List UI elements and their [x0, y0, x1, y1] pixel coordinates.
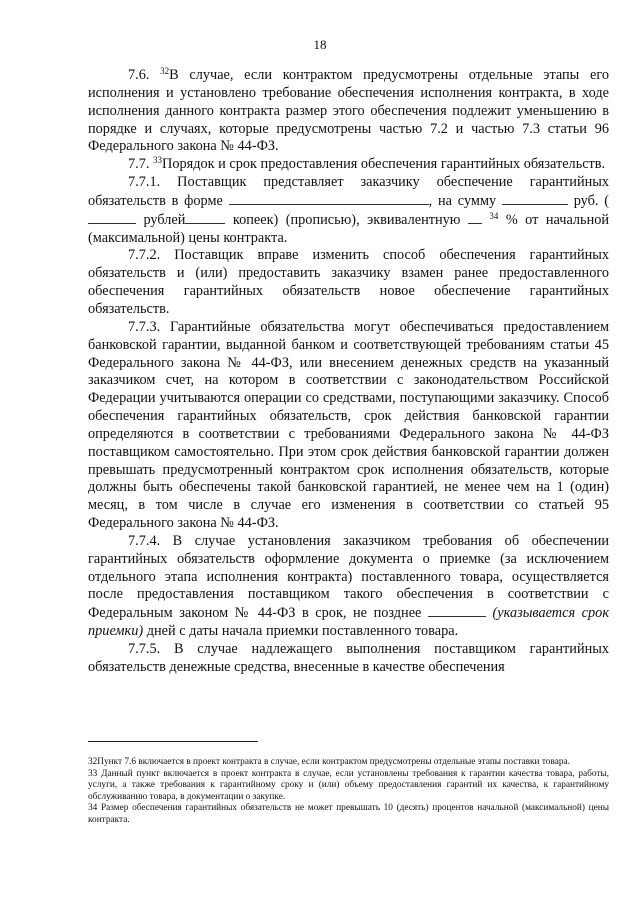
clause-text: Поставщик представляет заказчику обеспечение гарантийных обязательств в форме: [88, 174, 609, 209]
paragraph-7-7: [88, 156, 609, 174]
clause-text: % от начальной (максимальной) цены контракта.: [88, 211, 610, 246]
clause-text: руб. (: [573, 192, 610, 209]
clause-number: 7.7.1.: [128, 174, 161, 191]
page-number: 18: [313, 37, 327, 52]
amount-blank[interactable]: [502, 192, 568, 205]
percent-blank[interactable]: [468, 211, 482, 224]
footnote-separator: [88, 741, 258, 742]
clause-text: В случае надлежащего выполнения поставщиком гарантийных обязательств денежные средства, внесенные в качестве обеспечения: [88, 641, 609, 675]
clause-text: Гарантийные обязательства могут обеспечиваться предоставлением банковской гарантии, выданной банком и соответствующей требованиям статьи 45 Федерального закона № 44-ФЗ, или внесением денежных средств на указанный заказчиком счет, на котором в соответствии с законодательством Российской Федерации учитываются операции со средствами, поступающими заказчику. Способ обеспечения гарантийных обязательств, срок действия банковской гарантии определяются в соответствии с требованиями Федерального закона № 44-ФЗ поставщиком самостоятельно. При этом срок действия банковской гарантии должен превышать предусмотренный контрактом срок исполнения обязательств, которые должны быть обеспечены такой банковской гарантией, не менее чем на 1 (один) месяц, в том числе в случае его изменения в соответствии со статьей 95 Федерального закона № 44-ФЗ.: [88, 318, 609, 532]
footnote-ref-34[interactable]: 34: [489, 210, 499, 221]
footnote-32: 32Пункт 7.6 включается в проект контракта в случае, если контрактом предусмотрены отдельные этапы поставки товара.: [88, 757, 570, 767]
clause-text: Поставщик вправе изменить способ обеспечения гарантийных обязательств и (или) предоставить заказчику взамен ранее предоставленного обеспечения гарантийных обязательств новое обеспечение гарантийных обязательств.: [88, 247, 609, 317]
clause-number: 7.6.: [128, 67, 150, 83]
clause-number: 7.7.3.: [128, 318, 161, 335]
paragraph-7-6: [88, 67, 609, 156]
paragraph-7-7-4: [88, 533, 609, 641]
acceptance-days-blank[interactable]: [428, 604, 486, 617]
rubles-blank[interactable]: [88, 211, 136, 224]
clause-number: 7.7.5.: [128, 641, 161, 657]
clause-text: , на сумму: [428, 192, 497, 209]
kopecks-blank[interactable]: [185, 211, 225, 224]
clause-text: дней с даты начала приемки поставленного товара.: [146, 623, 459, 640]
clause-text: копеек) (прописью), эквивалентную: [232, 211, 461, 228]
footnotes: [88, 757, 609, 827]
footnote-ref-33[interactable]: 33: [153, 155, 163, 166]
document-body: [88, 67, 609, 677]
paragraph-7-7-2: [88, 247, 609, 318]
clause-number: 7.7.4.: [128, 532, 161, 549]
clause-text: В случае, если контрактом предусмотрены отдельные этапы его исполнения и установлено требование обеспечения исполнения контракта, в ходе исполнения данного контракта размер этого обеспечения подлежит уменьшению в порядке и случаях, которые предусмотрены частью 7.2 и частью 7.3 статьи 96 Федерального закона № 44-ФЗ.: [88, 67, 609, 155]
clause-text: В случае установления заказчиком требования об обеспечении гарантийных обязательств оформление документа о приемке (за исключением отдельного этапа исполнения контракта) поставленного товара, осуществляется после предоставления поставщиком такого обеспечения в соответствии с Федеральным законом № 44-ФЗ в срок, не позднее: [88, 532, 609, 622]
clause-text: рублей: [143, 211, 186, 228]
footnote-34: 34 Размер обеспечения гарантийных обязательств не может превышать 10 (десять) процентов начальной (максимальной) цены контракта.: [88, 803, 609, 825]
instruction-note: (указывается срок приемки): [88, 605, 610, 640]
paragraph-7-7-1: [88, 174, 609, 247]
footnote-33: 33 Данный пункт включается в проект контракта в случае, если установлены требования к гарантии качества товара, работы, услуги, а также требования к гарантийному сроку и (или) объему предоставления гарантий их качества, к гарантийному обслуживанию товара, в документации о закупке.: [88, 768, 609, 802]
footnote-ref-32[interactable]: 32: [160, 66, 170, 76]
guarantee-form-blank[interactable]: [229, 192, 429, 205]
clause-text: Порядок и срок предоставления обеспечения гарантийных обязательств.: [162, 156, 606, 173]
paragraph-7-7-5: [88, 641, 609, 677]
paragraph-7-7-3: [88, 319, 609, 533]
clause-number: 7.7.2.: [128, 247, 161, 264]
clause-number: 7.7.: [128, 156, 150, 173]
